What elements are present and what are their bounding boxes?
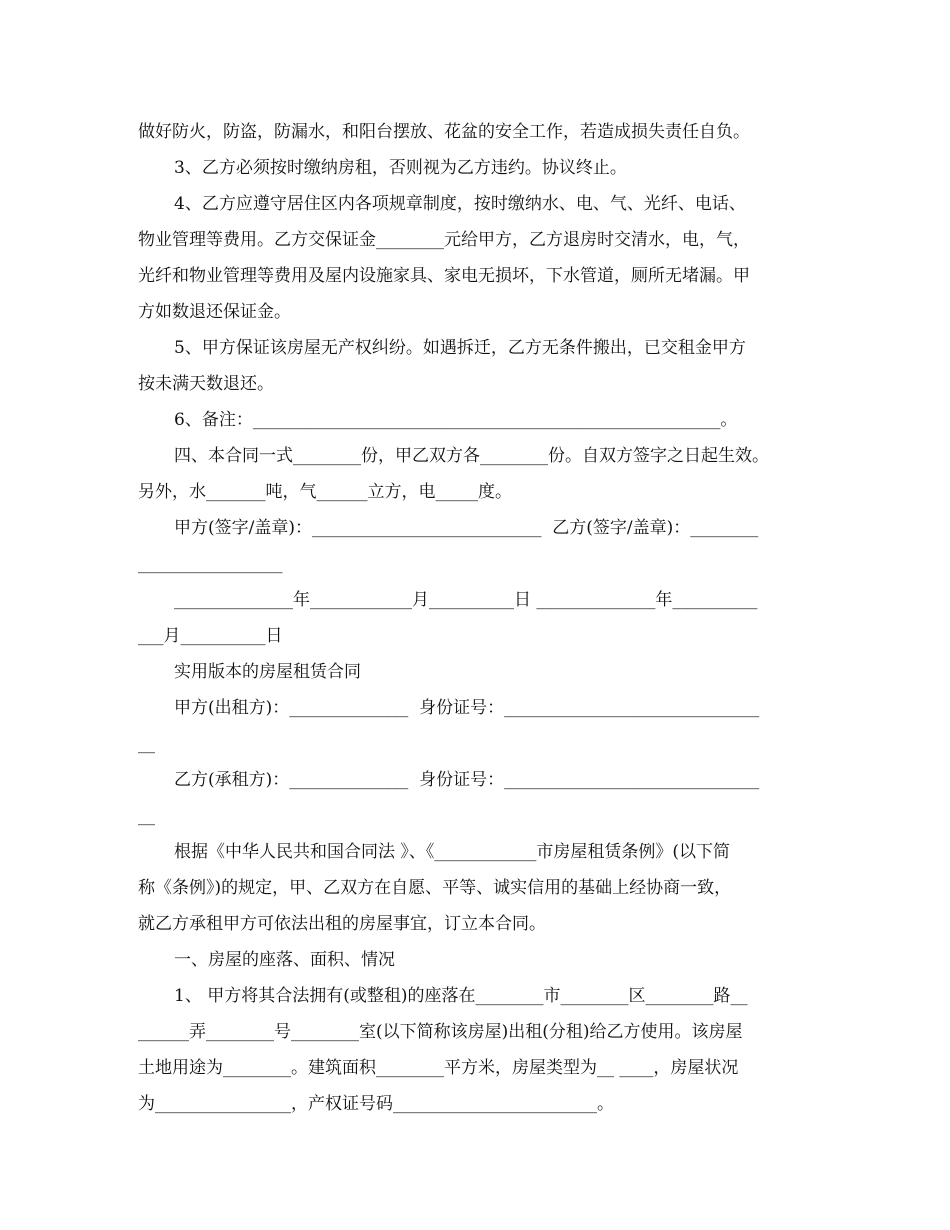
clause-heading: 一、房屋的座落、面积、情况 <box>174 950 395 970</box>
section-title: 实用版本的房屋租赁合同 <box>174 662 361 682</box>
signature-line-continued: _________________ <box>138 554 283 574</box>
text-line: 四、本合同一式________份，甲乙双方各________份。自双方签字之日起生效。 <box>174 446 769 466</box>
signature-line: 甲方(签字/盖章)：___________________________ 乙方(签字/盖章)：________ <box>174 518 759 538</box>
remarks-line: 6、备注：_______________________________________________________。 <box>174 410 738 430</box>
text-line: 1、 甲方将其合法拥有(或整租)的座落在________市________区________路__ <box>174 986 748 1006</box>
party-a-line: 甲方(出租方)：______________ 身份证号：______________________________ <box>174 698 760 718</box>
date-line-continued: ___月__________日 <box>138 626 283 646</box>
party-a-line-continued: __ <box>138 734 155 754</box>
text-line: 称《条例》)的规定，甲、乙双方在自愿、平等、诚实信用的基础上经协商一致， <box>138 878 732 898</box>
text-line: 4、乙方应遵守居住区内各项规章制度，按时缴纳水、电、气、光纤、电话、 <box>174 194 746 214</box>
text-line: 按未满天数退还。 <box>138 374 274 394</box>
text-line: 就乙方承租甲方可依法出租的房屋事宜，订立本合同。 <box>138 914 546 934</box>
date-line: ______________年____________月__________日 ______________年__________ <box>174 590 758 610</box>
text-line: ______弄________号________室(以下简称该房屋)出租(分租)给乙方使用。该房屋 <box>138 1022 743 1042</box>
text-line: 方如数退还保证金。 <box>138 302 291 322</box>
party-b-line: 乙方(承租方)：______________ 身份证号：______________________________ <box>174 770 760 790</box>
text-line: 做好防火，防盗，防漏水，和阳台摆放、花盆的安全工作，若造成损失责任自负。 <box>138 122 750 142</box>
text-line: 根据《中华人民共和国合同法 》、《____________市房屋租赁条例》(以下简 <box>174 842 731 862</box>
party-b-line-continued: __ <box>138 806 155 826</box>
text-line: 5、甲方保证该房屋无产权纠纷。如遇拆迁，乙方无条件搬出，已交租金甲方 <box>174 338 746 358</box>
text-line: 为________________，产权证号码________________________。 <box>138 1094 614 1114</box>
text-line: 物业管理等费用。乙方交保证金________元给甲方，乙方退房时交清水，电，气， <box>138 230 750 250</box>
text-line: 光纤和物业管理等费用及屋内设施家具、家电无损坏，下水管道，厕所无堵漏。甲 <box>138 266 750 286</box>
text-line: 土地用途为________。建筑面积________平方米，房屋类型为__ ____，房屋状况 <box>138 1058 739 1078</box>
text-line: 3、乙方必须按时缴纳房租，否则视为乙方违约。协议终止。 <box>174 158 627 178</box>
text-line: 另外，水_______吨，气______立方，电_____度。 <box>138 482 512 502</box>
